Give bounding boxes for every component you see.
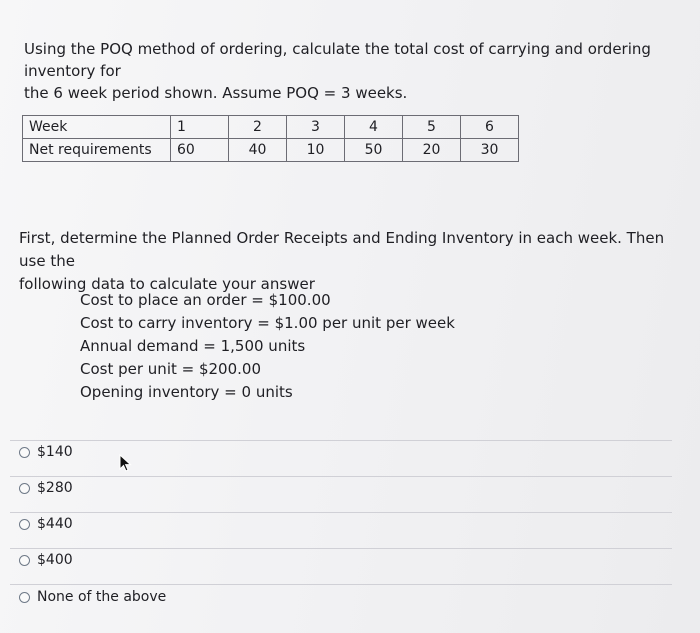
opening-inventory-item: Opening inventory = 0 units — [80, 383, 293, 401]
week-cell: 1 — [171, 116, 229, 139]
answer-option-400[interactable] — [19, 550, 73, 570]
divider — [10, 548, 672, 549]
order-cost-item: Cost to place an order = $100.00 — [80, 291, 331, 309]
week-cell: 3 — [287, 116, 345, 139]
requirement-cell: 40 — [229, 139, 287, 162]
carry-cost-item: Cost to carry inventory = $1.00 per unit per week — [80, 314, 455, 332]
answer-option-440[interactable] — [19, 514, 73, 534]
week-cell: 5 — [403, 116, 461, 139]
mouse-cursor-icon — [118, 454, 132, 472]
radio-button[interactable] — [19, 483, 30, 494]
option-label: $400 — [37, 552, 73, 568]
week-cell: 2 — [229, 116, 287, 139]
divider — [10, 584, 672, 585]
question-line-2: the 6 week period shown. Assume POQ = 3 weeks. — [24, 84, 408, 102]
answer-option-140[interactable] — [19, 442, 73, 462]
requirement-cell: 60 — [171, 139, 229, 162]
option-label: $280 — [37, 480, 73, 496]
radio-button[interactable] — [19, 519, 30, 530]
week-row — [23, 116, 519, 139]
requirements-header: Net requirements — [23, 139, 171, 162]
radio-button[interactable] — [19, 592, 30, 603]
week-cell: 6 — [461, 116, 519, 139]
net-requirements-table — [22, 115, 519, 162]
requirement-cell: 10 — [287, 139, 345, 162]
radio-button[interactable] — [19, 555, 30, 566]
divider — [10, 476, 672, 477]
requirement-cell: 20 — [403, 139, 461, 162]
requirement-cell: 50 — [345, 139, 403, 162]
instructions-text — [19, 227, 679, 296]
instructions-line-1: First, determine the Planned Order Receipts and Ending Inventory in each week. Then use the — [19, 229, 665, 270]
option-label: None of the above — [37, 589, 167, 605]
unit-cost-item: Cost per unit = $200.00 — [80, 360, 261, 378]
requirement-cell: 30 — [461, 139, 519, 162]
week-cell: 4 — [345, 116, 403, 139]
requirements-row — [23, 139, 519, 162]
question-text — [24, 38, 684, 104]
option-label: $440 — [37, 516, 73, 532]
question-line-1: Using the POQ method of ordering, calculate the total cost of carrying and ordering inventory for — [24, 40, 651, 80]
instructions-line-2: following data to calculate your answer — [19, 275, 315, 293]
divider — [10, 440, 672, 441]
annual-demand-item: Annual demand = 1,500 units — [80, 337, 306, 355]
option-label: $140 — [37, 444, 73, 460]
week-header: Week — [23, 116, 171, 139]
divider — [10, 512, 672, 513]
answer-option-none[interactable] — [19, 587, 166, 607]
given-data-list — [80, 289, 455, 404]
radio-button[interactable] — [19, 447, 30, 458]
answer-option-280[interactable] — [19, 478, 73, 498]
